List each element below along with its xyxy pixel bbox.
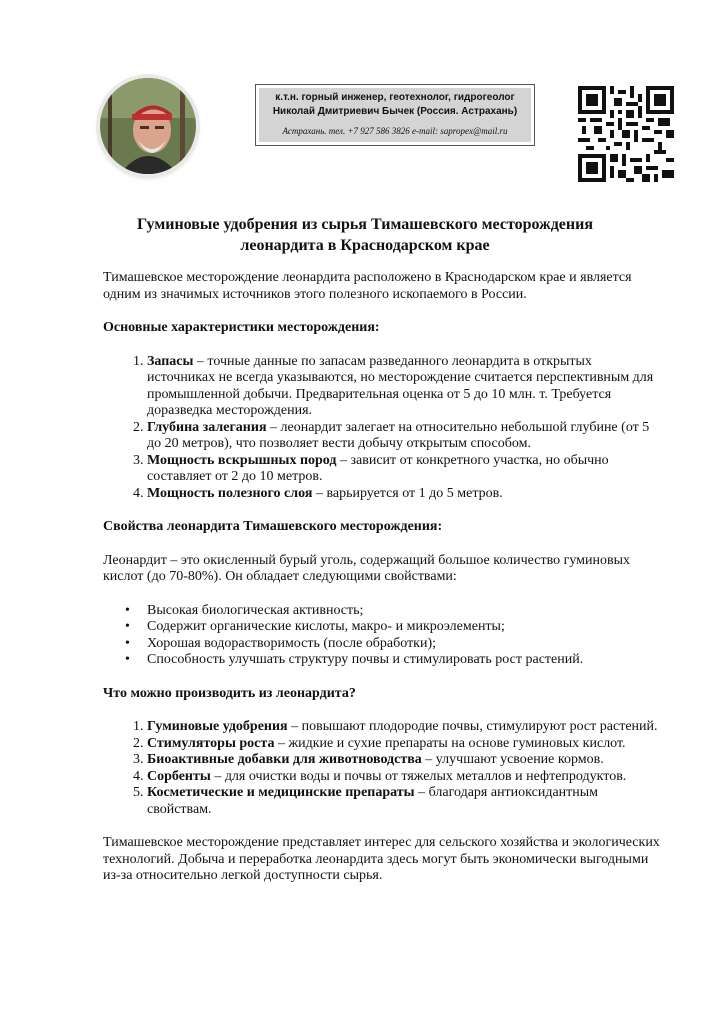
bullet-item: • Способность улучшать структуру почвы и стимулировать рост растений. xyxy=(147,652,663,669)
list-item-text: – для очистки воды и почвы от тяжелых металлов и нефтепродуктов. xyxy=(210,768,627,784)
bullet-item: • Хорошая водорастворимость (после обработки); xyxy=(147,636,663,653)
list-item-term: Запасы xyxy=(147,353,194,369)
qr-code xyxy=(578,86,674,182)
list-item-term: Стимуляторы роста xyxy=(147,735,275,751)
list-item-term: Косметические и медицинские препараты xyxy=(147,785,415,800)
list-item-term: Биоактивные добавки для животноводства xyxy=(147,752,422,767)
list-item-text: – улучшают усвоение кормов. xyxy=(421,752,604,767)
list-item-text: – повышают плодородие почвы, стимулируют рост растений. xyxy=(287,719,658,734)
characteristics-list xyxy=(103,354,663,503)
list-item-text: – точные данные по запасам разведанного леонардита в открытых источниках не всегда указываются, но месторождение считается перспективным для промышленной добычи. Предварительная оценка от 5 до 10 млн. т. Требуется доразведка месторождения. xyxy=(147,353,654,418)
bullet-item: • Высокая биологическая активность; xyxy=(147,603,663,620)
conclusion-paragraph: Тимашевское месторождение представляет интерес для сельского хозяйства и экологических технологий. Добыча и переработка леонардита здесь могут быть экономически выгодными из-за относительно легкой доступности сырья. xyxy=(103,835,660,883)
list-item xyxy=(147,736,663,753)
author-photo xyxy=(100,78,196,174)
intro-paragraph: Тимашевское месторождение леонардита расположено в Краснодарском крае и является одним из значимых источников этого полезного ископаемого в России. xyxy=(103,270,632,302)
properties-list xyxy=(103,603,663,669)
author-contacts: Астрахань. тел. +7 927 586 3826 e-mail: sapropex@mail.ru xyxy=(282,126,508,136)
list-item xyxy=(147,769,663,786)
author-contact-card xyxy=(255,84,535,146)
list-item-term: Сорбенты xyxy=(147,768,211,784)
properties-paragraph: Леонардит – это окисленный бурый уголь, содержащий большое количество гуминовых кислот (до 70-80%). Он обладает следующими свойствами: xyxy=(103,552,630,584)
section-title-products: Что можно производить из леонардита? xyxy=(103,685,356,701)
title-line-1: Гуминовые удобрения из сырья Тимашевского месторождения xyxy=(136,216,593,233)
author-name: Николай Дмитриевич Бычек (Россия. Астрахань) xyxy=(272,106,518,117)
document-title xyxy=(100,214,630,256)
section-title-characteristics: Основные характеристики месторождения: xyxy=(103,320,380,335)
title-line-2: леонардита в Краснодарском крае xyxy=(240,237,490,254)
list-item xyxy=(147,719,663,736)
list-item-term: Глубина залегания xyxy=(147,419,267,435)
list-item xyxy=(147,785,663,818)
list-item xyxy=(147,420,663,453)
list-item xyxy=(147,453,663,486)
bullet-item: • Содержит органические кислоты, макро- и микроэлементы; xyxy=(147,619,663,636)
list-item-text: – варьируется от 1 до 5 метров. xyxy=(312,485,503,501)
list-item-term: Мощность вскрышных пород xyxy=(147,452,337,468)
list-item xyxy=(147,752,663,769)
list-item-text: – благодаря антиоксидантным свойствам. xyxy=(147,785,599,817)
list-item xyxy=(147,486,663,503)
list-item-text: – жидкие и сухие препараты на основе гуминовых кислот. xyxy=(274,735,626,751)
list-item xyxy=(147,354,663,420)
list-item-term: Мощность полезного слоя xyxy=(147,485,313,501)
products-list xyxy=(103,719,663,818)
list-item-term: Гуминовые удобрения xyxy=(147,719,288,734)
document-body xyxy=(103,270,663,885)
list-item-text: – зависит от конкретного участка, но обычно составляет от 2 до 10 метров. xyxy=(147,452,609,484)
section-title-properties: Свойства леонардита Тимашевского месторождения: xyxy=(103,519,443,534)
author-portrait-image xyxy=(100,78,196,174)
list-item-text: – леонардит залегает на относительно небольшой глубине (от 5 до 20 метров), что позволяет вести добычу открытым способом. xyxy=(147,419,650,451)
author-credentials: к.т.н. горный инженер, геотехнолог, гидрогеолог xyxy=(275,92,515,103)
